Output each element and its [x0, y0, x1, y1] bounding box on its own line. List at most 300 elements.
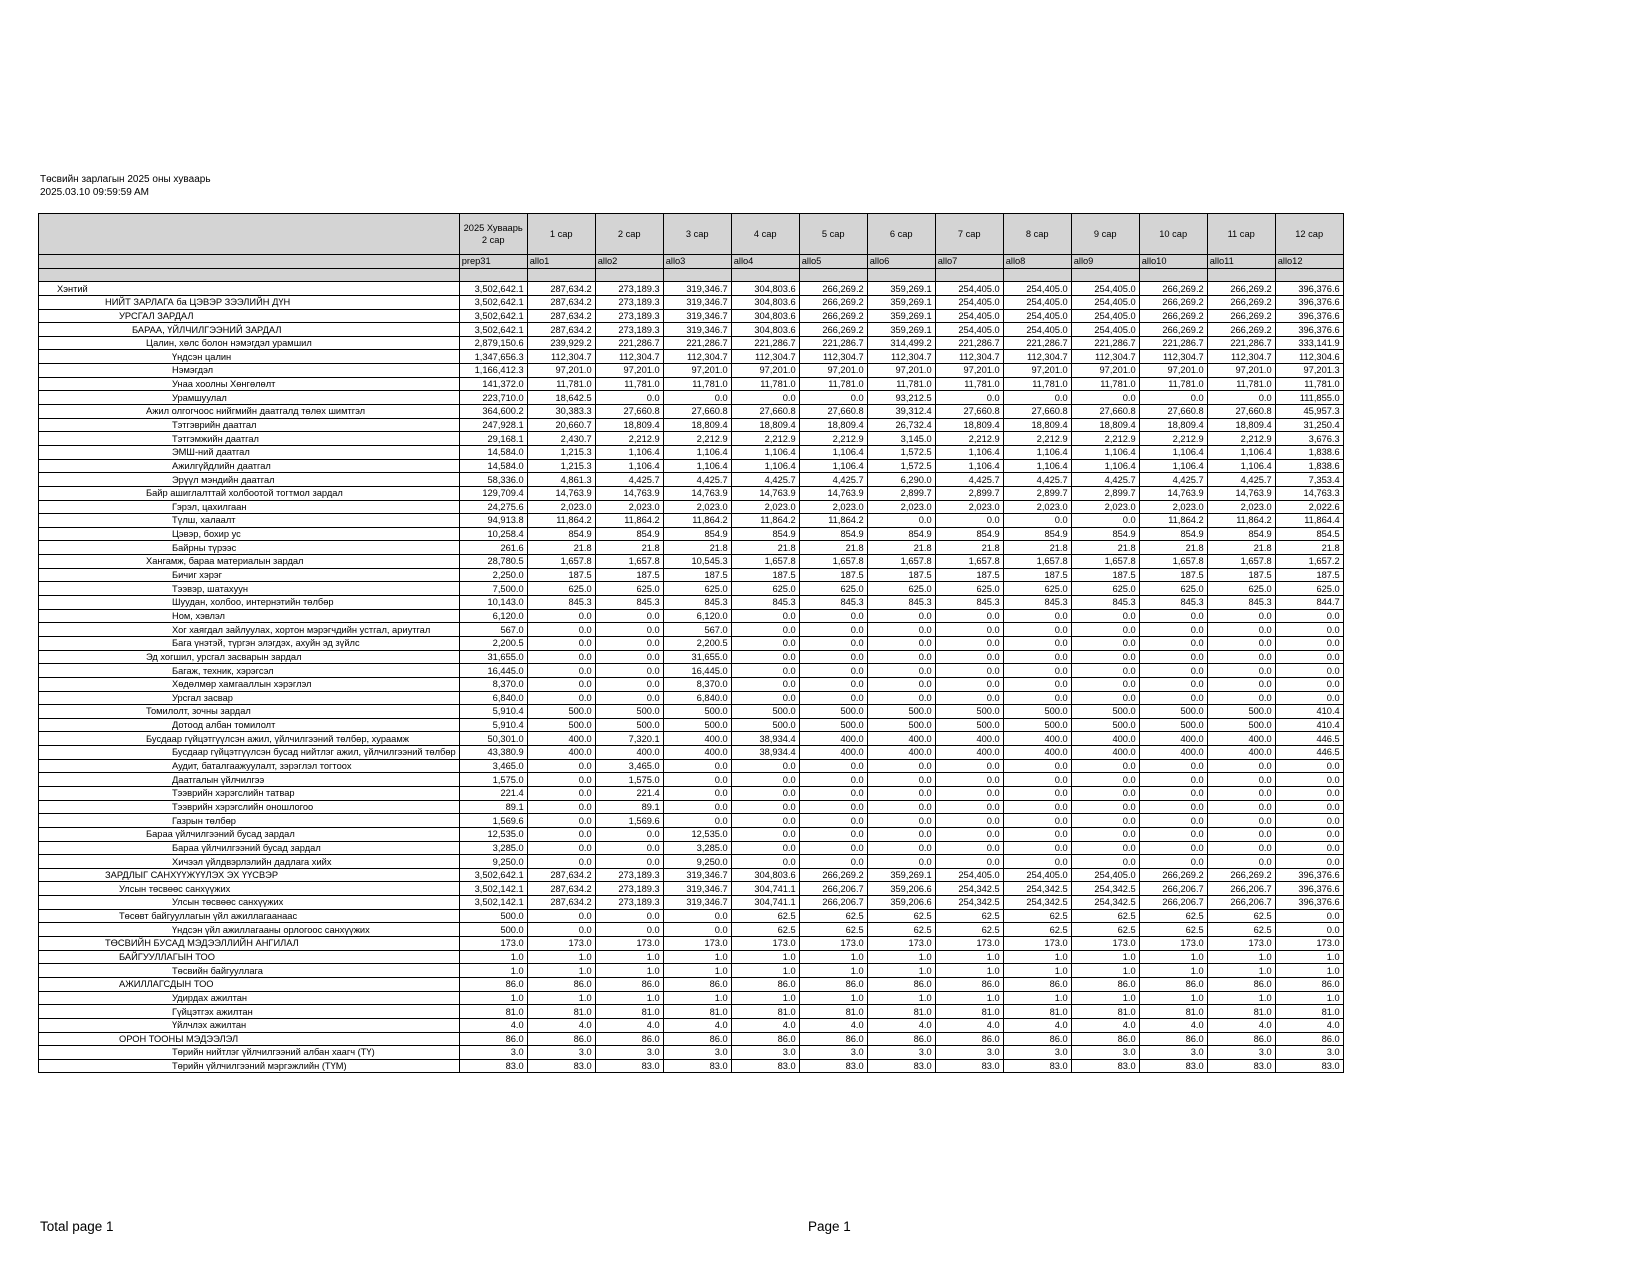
value-cell: 112,304.7	[935, 350, 1003, 364]
value-cell: 266,206.7	[1207, 882, 1275, 896]
value-cell: 112,304.7	[867, 350, 935, 364]
table-row	[39, 923, 1344, 937]
row-label: Урамшуулал	[39, 391, 460, 405]
value-cell: 221,286.7	[935, 336, 1003, 350]
value-cell: 1.0	[867, 964, 935, 978]
value-cell: 221.4	[459, 786, 527, 800]
value-cell: 0.0	[1071, 691, 1139, 705]
value-cell: 21.8	[935, 541, 1003, 555]
value-cell: 400.0	[1071, 732, 1139, 746]
value-cell: 28,780.5	[459, 555, 527, 569]
value-cell: 86.0	[595, 1032, 663, 1046]
value-cell: 500.0	[663, 705, 731, 719]
value-cell: 21.8	[1139, 541, 1207, 555]
value-cell: 2,200.5	[663, 636, 731, 650]
value-cell: 266,269.2	[1139, 323, 1207, 337]
value-cell: 83.0	[1003, 1059, 1071, 1073]
value-cell: 0.0	[935, 391, 1003, 405]
value-cell: 845.3	[527, 596, 595, 610]
budget-table	[38, 213, 1344, 1073]
value-cell: 254,405.0	[1071, 282, 1139, 296]
table-row	[39, 609, 1344, 623]
value-cell: 0.0	[1003, 800, 1071, 814]
column-header: 5 сар	[799, 214, 867, 255]
table-row	[39, 500, 1344, 514]
value-cell: 86.0	[459, 1032, 527, 1046]
value-cell: 83.0	[731, 1059, 799, 1073]
value-cell: 39,312.4	[867, 405, 935, 419]
value-cell: 266,269.2	[1207, 295, 1275, 309]
value-cell: 0.0	[1003, 691, 1071, 705]
value-cell: 3,465.0	[595, 759, 663, 773]
value-cell: 400.0	[935, 746, 1003, 760]
value-cell: 625.0	[1139, 582, 1207, 596]
value-cell: 396,376.6	[1275, 282, 1343, 296]
value-cell: 221,286.7	[1071, 336, 1139, 350]
value-cell: 0.0	[1207, 391, 1275, 405]
value-cell: 304,803.6	[731, 868, 799, 882]
value-cell: 0.0	[1003, 827, 1071, 841]
table-row	[39, 855, 1344, 869]
value-cell: 62.5	[1139, 909, 1207, 923]
row-label: Урсгал засвар	[39, 691, 460, 705]
value-cell: 0.0	[1003, 514, 1071, 528]
value-cell: 86.0	[527, 977, 595, 991]
value-cell: 86.0	[731, 1032, 799, 1046]
value-cell: 0.0	[527, 814, 595, 828]
value-cell: 4.0	[867, 1018, 935, 1032]
table-row	[39, 432, 1344, 446]
value-cell: 0.0	[595, 391, 663, 405]
value-cell: 4,425.7	[935, 473, 1003, 487]
value-cell: 0.0	[935, 664, 1003, 678]
value-cell: 86.0	[1207, 977, 1275, 991]
value-cell: 0.0	[731, 636, 799, 650]
value-cell: 1,106.4	[1071, 459, 1139, 473]
value-cell: 81.0	[799, 1005, 867, 1019]
value-cell: 2,899.7	[935, 486, 1003, 500]
value-cell: 16,445.0	[663, 664, 731, 678]
value-cell: 0.0	[1275, 800, 1343, 814]
value-cell: 81.0	[1275, 1005, 1343, 1019]
value-cell: 254,342.5	[1071, 896, 1139, 910]
value-cell: 0.0	[731, 650, 799, 664]
value-cell: 266,206.7	[1207, 896, 1275, 910]
value-cell: 254,342.5	[935, 882, 1003, 896]
value-cell: 2,899.7	[867, 486, 935, 500]
value-cell: 86.0	[731, 977, 799, 991]
value-cell: 0.0	[527, 841, 595, 855]
value-cell: 62.5	[1071, 909, 1139, 923]
value-cell: 1,657.8	[1003, 555, 1071, 569]
value-cell: 4,861.3	[527, 473, 595, 487]
value-cell: 0.0	[867, 691, 935, 705]
table-row	[39, 882, 1344, 896]
value-cell: 0.0	[527, 650, 595, 664]
table-row	[39, 814, 1344, 828]
value-cell: 0.0	[663, 391, 731, 405]
value-cell: 18,809.4	[1139, 418, 1207, 432]
value-cell: 1,657.8	[1139, 555, 1207, 569]
value-cell: 0.0	[1139, 609, 1207, 623]
value-cell: 500.0	[731, 705, 799, 719]
value-cell: 0.0	[935, 636, 1003, 650]
value-cell: 187.5	[595, 568, 663, 582]
value-cell: 500.0	[595, 718, 663, 732]
value-cell: 0.0	[1207, 623, 1275, 637]
table-row	[39, 1059, 1344, 1073]
value-cell: 173.0	[1207, 937, 1275, 951]
value-cell: 221.4	[595, 786, 663, 800]
value-cell: 3,676.3	[1275, 432, 1343, 446]
row-label: УРСГАЛ ЗАРДАЛ	[39, 309, 460, 323]
value-cell: 273,189.3	[595, 282, 663, 296]
value-cell: 0.0	[935, 623, 1003, 637]
value-cell: 4.0	[663, 1018, 731, 1032]
value-cell: 111,855.0	[1275, 391, 1343, 405]
table-row	[39, 282, 1344, 296]
value-cell: 0.0	[731, 759, 799, 773]
value-cell: 400.0	[1003, 746, 1071, 760]
value-cell: 112,304.7	[595, 350, 663, 364]
value-cell: 0.0	[1207, 773, 1275, 787]
value-cell: 1.0	[1139, 950, 1207, 964]
table-row	[39, 827, 1344, 841]
value-cell: 81.0	[1139, 1005, 1207, 1019]
value-cell: 0.0	[1139, 773, 1207, 787]
table-row	[39, 486, 1344, 500]
value-cell: 1,572.5	[867, 459, 935, 473]
value-cell: 4,425.7	[663, 473, 731, 487]
value-cell: 625.0	[1275, 582, 1343, 596]
value-cell: 14,763.9	[527, 486, 595, 500]
value-cell: 0.0	[731, 855, 799, 869]
value-cell: 625.0	[595, 582, 663, 596]
value-cell: 221,286.7	[1207, 336, 1275, 350]
row-label: Ажил олгогчоос нийгмийн даатгалд төлөх шимтгэл	[39, 405, 460, 419]
value-cell: 4,425.7	[799, 473, 867, 487]
budget-table-wrapper	[38, 213, 1344, 1073]
value-cell: 500.0	[1071, 705, 1139, 719]
table-row	[39, 950, 1344, 964]
value-cell: 1,106.4	[1139, 459, 1207, 473]
value-cell: 0.0	[595, 623, 663, 637]
value-cell: 333,141.9	[1275, 336, 1343, 350]
value-cell: 247,928.1	[459, 418, 527, 432]
value-cell: 1.0	[799, 964, 867, 978]
value-cell: 500.0	[867, 705, 935, 719]
value-cell: 0.0	[527, 623, 595, 637]
value-cell: 62.5	[1207, 923, 1275, 937]
value-cell: 854.9	[799, 527, 867, 541]
value-cell: 5,910.4	[459, 705, 527, 719]
table-row	[39, 991, 1344, 1005]
value-cell: 567.0	[459, 623, 527, 637]
value-cell: 400.0	[1139, 746, 1207, 760]
value-cell: 0.0	[663, 814, 731, 828]
value-cell: 112,304.7	[663, 350, 731, 364]
value-cell: 446.5	[1275, 732, 1343, 746]
table-row	[39, 418, 1344, 432]
value-cell: 625.0	[867, 582, 935, 596]
value-cell: 500.0	[935, 705, 1003, 719]
value-cell: 129,709.4	[459, 486, 527, 500]
value-cell: 625.0	[935, 582, 1003, 596]
value-cell: 400.0	[1139, 732, 1207, 746]
value-cell: 11,781.0	[799, 377, 867, 391]
value-cell: 21.8	[867, 541, 935, 555]
column-header: 4 сар	[731, 214, 799, 255]
value-cell: 254,405.0	[1071, 295, 1139, 309]
column-header: 3 сар	[663, 214, 731, 255]
value-cell: 0.0	[867, 664, 935, 678]
value-cell: 81.0	[595, 1005, 663, 1019]
column-code: prep31	[459, 255, 527, 269]
value-cell: 21.8	[595, 541, 663, 555]
value-cell: 0.0	[1207, 827, 1275, 841]
value-cell: 2,023.0	[867, 500, 935, 514]
value-cell: 21.8	[527, 541, 595, 555]
value-cell: 0.0	[867, 514, 935, 528]
row-label: Байрны түрээс	[39, 541, 460, 555]
table-row	[39, 800, 1344, 814]
value-cell: 4.0	[1071, 1018, 1139, 1032]
value-cell: 0.0	[1139, 800, 1207, 814]
value-cell: 7,320.1	[595, 732, 663, 746]
value-cell: 112,304.7	[1139, 350, 1207, 364]
column-code: allo7	[935, 255, 1003, 269]
value-cell: 1.0	[1071, 964, 1139, 978]
value-cell: 319,346.7	[663, 868, 731, 882]
column-header: 10 сар	[1139, 214, 1207, 255]
value-cell: 845.3	[867, 596, 935, 610]
value-cell: 845.3	[663, 596, 731, 610]
value-cell: 0.0	[527, 827, 595, 841]
value-cell: 27,660.8	[1207, 405, 1275, 419]
value-cell: 4.0	[1275, 1018, 1343, 1032]
table-row	[39, 336, 1344, 350]
value-cell: 1,106.4	[663, 459, 731, 473]
value-cell: 854.9	[663, 527, 731, 541]
value-cell: 0.0	[731, 786, 799, 800]
value-cell: 50,301.0	[459, 732, 527, 746]
row-label: Гүйцэтгэх ажилтан	[39, 1005, 460, 1019]
value-cell: 854.5	[1275, 527, 1343, 541]
value-cell: 45,957.3	[1275, 405, 1343, 419]
value-cell: 173.0	[867, 937, 935, 951]
value-cell: 500.0	[459, 909, 527, 923]
value-cell: 1,657.8	[527, 555, 595, 569]
value-cell: 1,657.8	[731, 555, 799, 569]
value-cell: 173.0	[1071, 937, 1139, 951]
value-cell: 1,106.4	[935, 459, 1003, 473]
value-cell: 410.4	[1275, 718, 1343, 732]
value-cell: 1,572.5	[867, 445, 935, 459]
value-cell: 21.8	[799, 541, 867, 555]
value-cell: 1.0	[935, 950, 1003, 964]
value-cell: 18,809.4	[799, 418, 867, 432]
value-cell: 2,250.0	[459, 568, 527, 582]
header-blank	[39, 214, 460, 255]
value-cell: 0.0	[935, 691, 1003, 705]
value-cell: 97,201.0	[527, 364, 595, 378]
value-cell: 1.0	[663, 950, 731, 964]
value-cell: 18,809.4	[731, 418, 799, 432]
value-cell: 18,642.5	[527, 391, 595, 405]
value-cell: 3.0	[935, 1046, 1003, 1060]
value-cell: 844.7	[1275, 596, 1343, 610]
value-cell: 0.0	[1071, 800, 1139, 814]
value-cell: 3,502,642.1	[459, 868, 527, 882]
column-code: allo4	[731, 255, 799, 269]
row-label: Түлш, халаалт	[39, 514, 460, 528]
table-row	[39, 445, 1344, 459]
value-cell: 31,655.0	[459, 650, 527, 664]
value-cell: 0.0	[1139, 827, 1207, 841]
value-cell: 3,285.0	[663, 841, 731, 855]
value-cell: 81.0	[527, 1005, 595, 1019]
value-cell: 845.3	[1139, 596, 1207, 610]
table-row	[39, 841, 1344, 855]
value-cell: 11,781.0	[1275, 377, 1343, 391]
value-cell: 83.0	[459, 1059, 527, 1073]
value-cell: 1,215.3	[527, 459, 595, 473]
value-cell: 1,166,412.3	[459, 364, 527, 378]
value-cell: 3,145.0	[867, 432, 935, 446]
value-cell: 3.0	[595, 1046, 663, 1060]
value-cell: 11,864.2	[799, 514, 867, 528]
code-blank	[39, 255, 460, 269]
value-cell: 0.0	[595, 841, 663, 855]
value-cell: 14,763.3	[1275, 486, 1343, 500]
value-cell: 854.9	[935, 527, 1003, 541]
value-cell: 173.0	[1275, 937, 1343, 951]
table-row	[39, 514, 1344, 528]
value-cell: 16,445.0	[459, 664, 527, 678]
value-cell: 86.0	[663, 1032, 731, 1046]
column-code: allo10	[1139, 255, 1207, 269]
value-cell: 6,120.0	[663, 609, 731, 623]
row-label: Хэнтий	[39, 282, 460, 296]
value-cell: 97,201.3	[1275, 364, 1343, 378]
value-cell: 0.0	[1071, 664, 1139, 678]
value-cell: 0.0	[1139, 855, 1207, 869]
spacer-cell	[799, 268, 867, 282]
value-cell: 62.5	[731, 909, 799, 923]
value-cell: 0.0	[1071, 773, 1139, 787]
value-cell: 4,425.7	[595, 473, 663, 487]
value-cell: 0.0	[731, 800, 799, 814]
value-cell: 2,899.7	[1071, 486, 1139, 500]
value-cell: 2,212.9	[1003, 432, 1071, 446]
value-cell: 500.0	[459, 923, 527, 937]
value-cell: 845.3	[1071, 596, 1139, 610]
table-row	[39, 705, 1344, 719]
value-cell: 0.0	[799, 759, 867, 773]
value-cell: 1.0	[799, 991, 867, 1005]
value-cell: 254,405.0	[1071, 323, 1139, 337]
value-cell: 854.9	[1003, 527, 1071, 541]
column-code: allo12	[1275, 255, 1343, 269]
value-cell: 0.0	[731, 664, 799, 678]
value-cell: 273,189.3	[595, 868, 663, 882]
value-cell: 3.0	[1275, 1046, 1343, 1060]
value-cell: 1,569.6	[595, 814, 663, 828]
value-cell: 1,106.4	[799, 445, 867, 459]
value-cell: 18,809.4	[595, 418, 663, 432]
value-cell: 0.0	[663, 759, 731, 773]
value-cell: 319,346.7	[663, 323, 731, 337]
value-cell: 0.0	[1139, 623, 1207, 637]
value-cell: 0.0	[799, 814, 867, 828]
value-cell: 319,346.7	[663, 882, 731, 896]
row-label: ЗАРДЛЫГ САНХҮҮЖҮҮЛЭХ ЭХ ҮҮСВЭР	[39, 868, 460, 882]
row-label: Удирдах ажилтан	[39, 991, 460, 1005]
value-cell: 0.0	[663, 800, 731, 814]
value-cell: 86.0	[663, 977, 731, 991]
value-cell: 1,106.4	[595, 445, 663, 459]
value-cell: 62.5	[1071, 923, 1139, 937]
value-cell: 0.0	[1003, 759, 1071, 773]
value-cell: 27,660.8	[799, 405, 867, 419]
column-header: 8 сар	[1003, 214, 1071, 255]
value-cell: 3,502,642.1	[459, 282, 527, 296]
column-header: 6 сар	[867, 214, 935, 255]
value-cell: 97,201.0	[1003, 364, 1071, 378]
value-cell: 0.0	[1275, 677, 1343, 691]
value-cell: 4.0	[799, 1018, 867, 1032]
value-cell: 0.0	[799, 664, 867, 678]
table-row	[39, 323, 1344, 337]
row-label: Төсөвт байгууллагын үйл ажиллагаанаас	[39, 909, 460, 923]
value-cell: 1,106.4	[935, 445, 1003, 459]
value-cell: 81.0	[867, 1005, 935, 1019]
value-cell: 86.0	[527, 1032, 595, 1046]
value-cell: 31,655.0	[663, 650, 731, 664]
value-cell: 221,286.7	[799, 336, 867, 350]
spacer-cell	[1071, 268, 1139, 282]
value-cell: 0.0	[1275, 609, 1343, 623]
value-cell: 0.0	[1139, 677, 1207, 691]
row-label: Ном, хэвлэл	[39, 609, 460, 623]
value-cell: 221,286.7	[595, 336, 663, 350]
value-cell: 396,376.6	[1275, 868, 1343, 882]
value-cell: 845.3	[799, 596, 867, 610]
value-cell: 173.0	[595, 937, 663, 951]
table-row	[39, 541, 1344, 555]
value-cell: 266,206.7	[1139, 882, 1207, 896]
value-cell: 254,405.0	[935, 868, 1003, 882]
value-cell: 2,200.5	[459, 636, 527, 650]
column-code: allo2	[595, 255, 663, 269]
value-cell: 11,781.0	[1071, 377, 1139, 391]
value-cell: 1.0	[595, 964, 663, 978]
value-cell: 287,634.2	[527, 896, 595, 910]
value-cell: 854.9	[731, 527, 799, 541]
value-cell: 83.0	[1275, 1059, 1343, 1073]
value-cell: 24,275.6	[459, 500, 527, 514]
value-cell: 0.0	[799, 827, 867, 841]
value-cell: 500.0	[1139, 718, 1207, 732]
value-cell: 187.5	[1139, 568, 1207, 582]
row-label: ЭМШ-ний даатгал	[39, 445, 460, 459]
value-cell: 112,304.7	[1003, 350, 1071, 364]
value-cell: 2,879,150.6	[459, 336, 527, 350]
value-cell: 0.0	[1071, 759, 1139, 773]
value-cell: 12,535.0	[459, 827, 527, 841]
value-cell: 86.0	[867, 977, 935, 991]
value-cell: 0.0	[935, 609, 1003, 623]
